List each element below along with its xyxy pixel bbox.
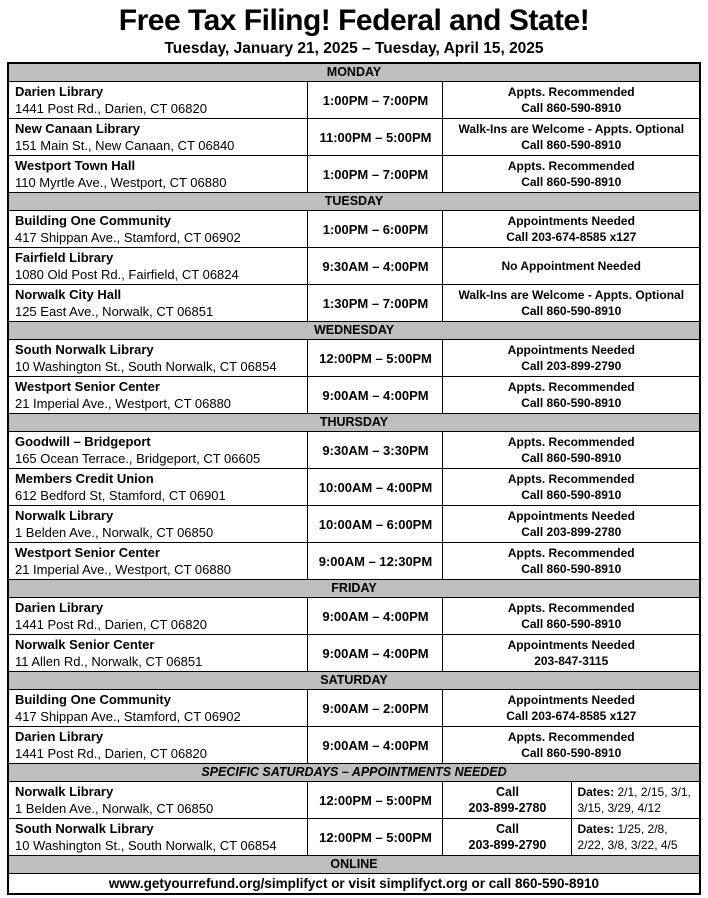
- time-cell: 9:30AM – 4:00PM: [308, 248, 443, 285]
- schedule-row: [8, 506, 700, 543]
- time-cell: 12:00PM – 5:00PM: [308, 782, 443, 819]
- schedule-row: [8, 248, 700, 285]
- appointment-note-line: Appointments Needed: [507, 343, 635, 357]
- call-line: 203-899-2780: [468, 801, 547, 815]
- call-cell: [443, 782, 572, 819]
- schedule-row: [8, 819, 700, 856]
- time-cell: 12:00PM – 5:00PM: [308, 819, 443, 856]
- location-name: Norwalk Library: [14, 784, 114, 799]
- location-address: 1441 Post Rd., Darien, CT 06820: [14, 101, 207, 116]
- online-url-text: www.getyourrefund.org/simplifyct or visit simplifyct.org or call 860-590-8910: [8, 874, 700, 895]
- appointment-note-cell: [443, 469, 700, 506]
- appointment-note-cell: [443, 432, 700, 469]
- location-address: 1 Belden Ave., Norwalk, CT 06850: [14, 525, 214, 540]
- location-name: Building One Community: [14, 213, 171, 228]
- location-name: Westport Senior Center: [14, 379, 160, 394]
- day-header-row: [8, 672, 700, 690]
- time-cell: 9:00AM – 4:00PM: [308, 598, 443, 635]
- day-header-row: [8, 414, 700, 432]
- appointment-note-cell: [443, 377, 700, 414]
- day-header-row: [8, 322, 700, 340]
- appointment-note-line: 203-847-3115: [534, 654, 609, 668]
- flyer: [0, 3, 708, 895]
- schedule-row: [8, 690, 700, 727]
- day-header-row: [8, 63, 700, 82]
- dates-cell: [572, 782, 700, 819]
- location-cell: [8, 82, 308, 119]
- appointment-note-line: Appts. Recommended: [507, 472, 635, 486]
- time-cell: 10:00AM – 6:00PM: [308, 506, 443, 543]
- location-cell: [8, 211, 308, 248]
- location-name: Norwalk Library: [14, 508, 114, 523]
- location-address: 10 Washington St., South Norwalk, CT 06854: [14, 359, 277, 374]
- appointment-note-line: Call 203-899-2780: [521, 525, 622, 539]
- day-header-row: [8, 193, 700, 211]
- location-address: 1080 Old Post Rd., Fairfield, CT 06824: [14, 267, 239, 282]
- schedule-row: [8, 211, 700, 248]
- location-name: Westport Senior Center: [14, 545, 160, 560]
- online-header-label: ONLINE: [8, 856, 700, 874]
- schedule-row: [8, 82, 700, 119]
- location-address: 125 East Ave., Norwalk, CT 06851: [14, 304, 214, 319]
- appointment-note-line: No Appointment Needed: [501, 259, 642, 273]
- schedule-row: [8, 782, 700, 819]
- location-name: Goodwill – Bridgeport: [14, 434, 151, 449]
- time-cell: 1:00PM – 7:00PM: [308, 156, 443, 193]
- location-name: Westport Town Hall: [14, 158, 136, 173]
- appointment-note-line: Call 860-590-8910: [521, 396, 622, 410]
- location-address: 151 Main St., New Canaan, CT 06840: [14, 138, 235, 153]
- dates-value: 1/25, 2/8, 2/22, 3/8, 3/22, 4/5: [577, 822, 678, 852]
- schedule-row: [8, 285, 700, 322]
- location-cell: [8, 156, 308, 193]
- time-cell: 1:30PM – 7:00PM: [308, 285, 443, 322]
- call-cell: [443, 819, 572, 856]
- appointment-note-line: Call 860-590-8910: [521, 451, 622, 465]
- schedule-row: [8, 727, 700, 764]
- location-name: Norwalk Senior Center: [14, 637, 155, 652]
- online-header-row: [8, 856, 700, 874]
- location-cell: [8, 690, 308, 727]
- location-address: 10 Washington St., South Norwalk, CT 06854: [14, 838, 277, 853]
- dates-label: Dates:: [577, 785, 615, 799]
- location-cell: [8, 285, 308, 322]
- schedule-body: [8, 63, 700, 894]
- day-header-label: TUESDAY: [8, 193, 700, 211]
- appointment-note-line: Appts. Recommended: [507, 435, 635, 449]
- location-name: Members Credit Union: [14, 471, 154, 486]
- location-address: 165 Ocean Terrace., Bridgeport, CT 06605: [14, 451, 261, 466]
- appointment-note-line: Call 860-590-8910: [521, 101, 622, 115]
- appointment-note-cell: [443, 156, 700, 193]
- appointment-note-cell: [443, 690, 700, 727]
- time-cell: 11:00PM – 5:00PM: [308, 119, 443, 156]
- location-name: Darien Library: [14, 84, 104, 99]
- appointment-note-line: Call 203-674-8585 x127: [506, 230, 637, 244]
- location-cell: [8, 469, 308, 506]
- location-name: South Norwalk Library: [14, 821, 154, 836]
- call-line: 203-899-2790: [468, 838, 547, 852]
- call-line: Call: [496, 822, 519, 836]
- schedule-row: [8, 377, 700, 414]
- appointment-note-cell: [443, 727, 700, 764]
- schedule-row: [8, 156, 700, 193]
- appointment-note-line: Appts. Recommended: [507, 85, 635, 99]
- time-cell: 9:00AM – 12:30PM: [308, 543, 443, 580]
- dates-label: Dates:: [577, 822, 615, 836]
- appointment-note-line: Call 203-899-2790: [521, 359, 622, 373]
- appointment-note-cell: [443, 285, 700, 322]
- appointment-note-line: Call 860-590-8910: [521, 175, 622, 189]
- call-line: Call: [496, 785, 519, 799]
- location-address: 612 Bedford St, Stamford, CT 06901: [14, 488, 226, 503]
- time-cell: 9:00AM – 4:00PM: [308, 635, 443, 672]
- appointment-note-cell: [443, 506, 700, 543]
- appointment-note-line: Call 860-590-8910: [521, 304, 622, 318]
- location-cell: [8, 119, 308, 156]
- day-header-row: [8, 764, 700, 782]
- schedule-row: [8, 432, 700, 469]
- dates-cell: [572, 819, 700, 856]
- location-cell: [8, 506, 308, 543]
- time-cell: 9:00AM – 4:00PM: [308, 727, 443, 764]
- time-cell: 1:00PM – 6:00PM: [308, 211, 443, 248]
- appointment-note-cell: [443, 211, 700, 248]
- location-address: 11 Allen Rd., Norwalk, CT 06851: [14, 654, 203, 669]
- location-cell: [8, 432, 308, 469]
- appointment-note-cell: [443, 543, 700, 580]
- appointment-note-line: Appointments Needed: [507, 509, 635, 523]
- time-cell: 9:00AM – 2:00PM: [308, 690, 443, 727]
- date-range: Tuesday, January 21, 2025 – Tuesday, April 15, 2025: [164, 40, 544, 57]
- appointment-note-line: Appts. Recommended: [507, 601, 635, 615]
- page-title: Free Tax Filing! Federal and State!: [118, 4, 590, 37]
- appointment-note-line: Appts. Recommended: [507, 730, 635, 744]
- time-cell: 1:00PM – 7:00PM: [308, 82, 443, 119]
- location-address: 21 Imperial Ave., Westport, CT 06880: [14, 396, 232, 411]
- appointment-note-line: Appts. Recommended: [507, 159, 635, 173]
- schedule-row: [8, 543, 700, 580]
- location-cell: [8, 248, 308, 285]
- location-cell: [8, 635, 308, 672]
- appointment-note-line: Call 860-590-8910: [521, 746, 622, 760]
- appointment-note-cell: [443, 119, 700, 156]
- schedule-row: [8, 469, 700, 506]
- location-address: 1441 Post Rd., Darien, CT 06820: [14, 746, 207, 761]
- appointment-note-cell: [443, 248, 700, 285]
- time-cell: 10:00AM – 4:00PM: [308, 469, 443, 506]
- appointment-note-cell: [443, 82, 700, 119]
- schedule-row: [8, 340, 700, 377]
- schedule-row: [8, 598, 700, 635]
- appointment-note-line: Appointments Needed: [507, 214, 635, 228]
- day-header-label: SATURDAY: [8, 672, 700, 690]
- day-header-label: THURSDAY: [8, 414, 700, 432]
- schedule-table: [7, 62, 701, 895]
- day-header-label: WEDNESDAY: [8, 322, 700, 340]
- location-cell: [8, 340, 308, 377]
- appointment-note-line: Walk-Ins are Welcome - Appts. Optional: [458, 122, 685, 136]
- appointment-note-line: Appts. Recommended: [507, 546, 635, 560]
- location-cell: [8, 782, 308, 819]
- day-header-label: SPECIFIC SATURDAYS – APPOINTMENTS NEEDED: [8, 764, 700, 782]
- location-address: 1441 Post Rd., Darien, CT 06820: [14, 617, 207, 632]
- location-cell: [8, 598, 308, 635]
- appointment-note-line: Appointments Needed: [507, 638, 635, 652]
- appointment-note-cell: [443, 598, 700, 635]
- schedule-row: [8, 119, 700, 156]
- appointment-note-cell: [443, 340, 700, 377]
- appointment-note-line: Call 860-590-8910: [521, 488, 622, 502]
- location-name: Norwalk City Hall: [14, 287, 122, 302]
- location-cell: [8, 543, 308, 580]
- location-cell: [8, 727, 308, 764]
- day-header-row: [8, 580, 700, 598]
- location-name: Building One Community: [14, 692, 171, 707]
- appointment-note-line: Call 860-590-8910: [521, 138, 622, 152]
- appointment-note-line: Appts. Recommended: [507, 380, 635, 394]
- location-name: Darien Library: [14, 729, 104, 744]
- day-header-label: MONDAY: [8, 63, 700, 82]
- location-address: 417 Shippan Ave., Stamford, CT 06902: [14, 709, 241, 724]
- location-name: South Norwalk Library: [14, 342, 154, 357]
- appointment-note-line: Call 860-590-8910: [521, 562, 622, 576]
- dates-value: 2/1, 2/15, 3/1, 3/15, 3/29, 4/12: [577, 785, 691, 815]
- location-name: Darien Library: [14, 600, 104, 615]
- appointment-note-line: Walk-Ins are Welcome - Appts. Optional: [458, 288, 685, 302]
- time-cell: 9:00AM – 4:00PM: [308, 377, 443, 414]
- time-cell: 9:30AM – 3:30PM: [308, 432, 443, 469]
- location-address: 417 Shippan Ave., Stamford, CT 06902: [14, 230, 241, 245]
- appointment-note-line: Appointments Needed: [507, 693, 635, 707]
- location-address: 110 Myrtle Ave., Westport, CT 06880: [14, 175, 227, 190]
- location-cell: [8, 377, 308, 414]
- appointment-note-cell: [443, 635, 700, 672]
- appointment-note-line: Call 203-674-8585 x127: [506, 709, 637, 723]
- location-address: 1 Belden Ave., Norwalk, CT 06850: [14, 801, 214, 816]
- online-info-row: [8, 874, 700, 895]
- location-address: 21 Imperial Ave., Westport, CT 06880: [14, 562, 232, 577]
- location-name: Fairfield Library: [14, 250, 114, 265]
- location-cell: [8, 819, 308, 856]
- day-header-label: FRIDAY: [8, 580, 700, 598]
- appointment-note-line: Call 860-590-8910: [521, 617, 622, 631]
- time-cell: 12:00PM – 5:00PM: [308, 340, 443, 377]
- schedule-row: [8, 635, 700, 672]
- location-name: New Canaan Library: [14, 121, 140, 136]
